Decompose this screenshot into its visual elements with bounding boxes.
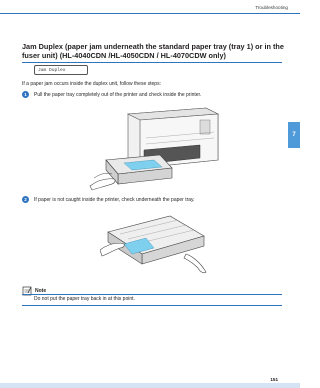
note-text: Do not put the paper tray back in at this point. (34, 296, 135, 302)
title-rule (22, 62, 282, 63)
footer-bar (0, 383, 300, 388)
paper-tray-underside-illustration (100, 210, 210, 280)
step-1-text: Pull the paper tray completely out of the printer and check inside the printer. (34, 92, 202, 98)
header-section-title: Troubleshooting (255, 5, 288, 10)
step-2-number: 2 (22, 196, 29, 203)
note-bottom-rule (22, 305, 282, 306)
step-2-text: If paper is not caught inside the printer, check underneath the paper tray. (34, 197, 195, 203)
note-top-rule (22, 294, 282, 295)
section-title: Jam Duplex (paper jam underneath the standard paper tray (tray 1) or in the fuser unit) (HL-4040CDN /HL-4050CDN / HL-4070CDW only) (22, 42, 284, 60)
header-rule (0, 13, 300, 14)
intro-text: If a paper jam occurs inside the duplex unit, follow these steps: (22, 81, 161, 87)
chapter-tab: 7 (288, 122, 300, 148)
printer-tray-illustration (88, 100, 220, 192)
step-1-number: 1 (22, 91, 29, 98)
page-number: 151 (270, 377, 278, 382)
note-label: Note (35, 288, 47, 294)
lcd-message: Jam Duplex (34, 65, 88, 75)
